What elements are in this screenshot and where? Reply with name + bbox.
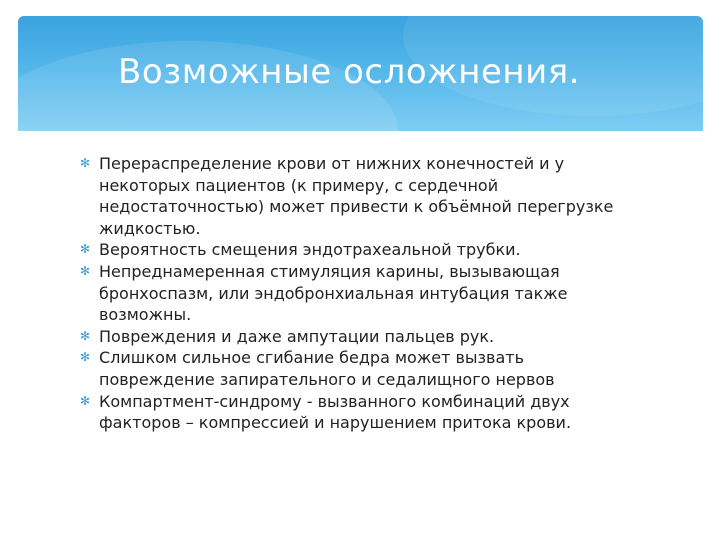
asterisk-icon: ✻ xyxy=(79,350,91,365)
slide-title: Возможные осложнения. xyxy=(118,52,580,92)
bullet-text: Повреждения и даже ампутации пальцев рук. xyxy=(99,326,495,346)
list-item xyxy=(78,153,638,239)
list-item xyxy=(78,239,638,261)
asterisk-icon: ✻ xyxy=(79,156,91,170)
bullet-text: Непреднамеренная стимуляция карины, вызывающая бронхоспазм, или эндобронхиальная интубация также возможны. xyxy=(99,261,568,325)
bullet-list xyxy=(78,153,638,434)
bullet-text: Слишком сильное сгибание бедра может вызвать повреждение запирательного и седалищного нервов xyxy=(99,348,555,389)
bullet-text: Вероятность смещения эндотрахеальной трубки. xyxy=(99,240,521,260)
asterisk-icon: ✻ xyxy=(79,242,91,257)
asterisk-icon: ✻ xyxy=(79,263,91,278)
asterisk-icon: ✻ xyxy=(79,328,91,343)
asterisk-icon: ✻ xyxy=(79,393,91,408)
list-item xyxy=(78,261,638,326)
bullet-text: Компартмент-синдрому - вызванного комбинаций двух факторов – компрессией и нарушением притока крови. xyxy=(99,391,572,433)
list-item xyxy=(78,326,638,348)
list-item xyxy=(78,347,638,390)
list-item xyxy=(78,391,638,434)
bullet-text: Перераспределение крови от нижних конечностей и у некоторых пациентов (к примеру, с сердечной недостаточностью) может привести к объёмной перегрузке жидкостью. xyxy=(99,154,614,238)
